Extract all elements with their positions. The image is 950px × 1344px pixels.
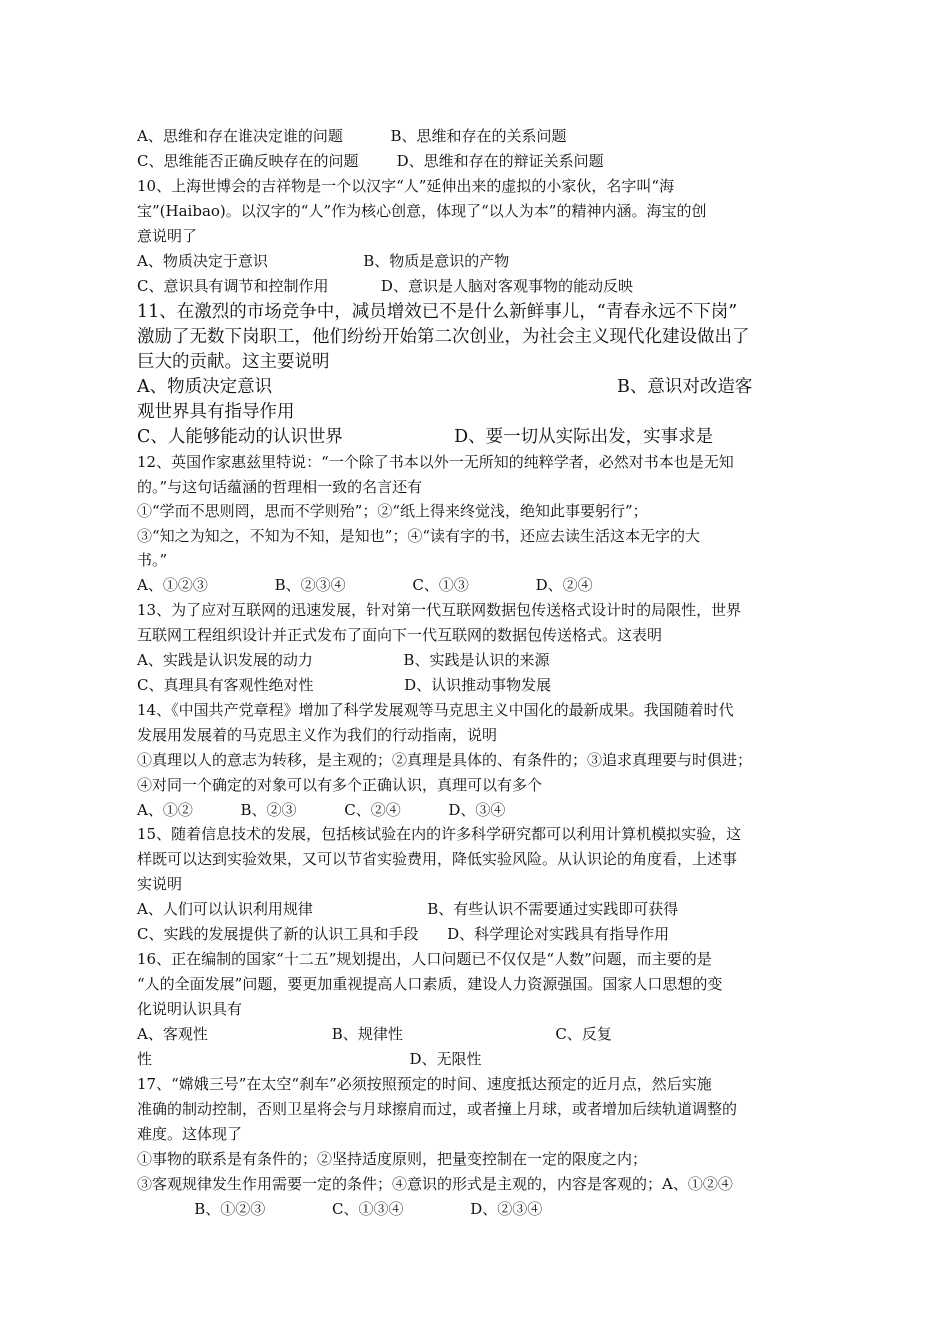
- q11-stem-line-1: 11、在激烈的市场竞争中，减员增效已不是什么新鲜事儿，“青春永远不下岗”: [137, 302, 738, 322]
- q14-stem-line-1: 14、《中国共产党章程》增加了科学发展观等马克思主义中国化的最新成果。我国随着时代: [137, 701, 734, 719]
- q16-stem-line-2: “人的全面发展”问题，要更加重视提高人口素质，建设人力资源强国。国家人口思想的变: [137, 975, 723, 993]
- q11-stem-line-2: 激励了无数下岗职工，他们纷纷开始第二次创业，为社会主义现代化建设做出了: [137, 327, 750, 347]
- q17-options: B、①②③ C、①③④ D、②③④: [137, 1200, 543, 1218]
- q12-options: A、①②③ B、②③④ C、①③ D、②④: [137, 576, 593, 594]
- q10-options-cd: C、意识具有调节和控制作用 D、意识是人脑对客观事物的能动反映: [137, 277, 633, 295]
- q12-items-line-1: ①“学而不思则罔，思而不学则殆”；②“纸上得来终觉浅，绝知此事要躬行”；: [137, 502, 648, 520]
- q16-options-c-cont-d: 性 D、无限性: [137, 1050, 482, 1068]
- q16-stem-line-3: 化说明认识具有: [137, 1000, 243, 1018]
- q17-items-line-1: ①事物的联系是有条件的；②坚持适度原则，把量变控制在一定的限度之内；: [137, 1150, 648, 1168]
- q12-stem-line-2: 的。”与这句话蕴涵的哲理相一致的名言还有: [137, 478, 423, 496]
- q17-stem-line-2: 准确的制动控制，否则卫星将会与月球擦肩而过，或者撞上月球，或者增加后续轨道调整的: [137, 1100, 738, 1118]
- q15-options-ab: A、人们可以认识利用规律 B、有些认识不需要通过实践即可获得: [137, 900, 679, 918]
- q14-items-line-2: ④对同一个确定的对象可以有多个正确认识，真理可以有多个: [137, 776, 543, 794]
- q13-options-ab: A、实践是认识发展的动力 B、实践是认识的来源: [137, 651, 550, 669]
- q13-options-cd: C、真理具有客观性绝对性 D、认识推动事物发展: [137, 676, 552, 694]
- q15-stem-line-1: 15、随着信息技术的发展，包括核试验在内的许多科学研究都可以利用计算机模拟实验，这: [137, 825, 742, 843]
- q12-items-line-2: ③“知之为知之，不知为不知，是知也”；④“读有字的书，还应去读生活这本无字的大: [137, 527, 701, 545]
- q14-items-line-1: ①真理以人的意志为转移，是主观的；②真理是具体的、有条件的；③追求真理要与时俱进；: [137, 751, 753, 769]
- q15-stem-line-2: 样既可以达到实验效果，又可以节省实验费用，降低实验风险。从认识论的角度看，上述事: [137, 850, 738, 868]
- q14-stem-line-2: 发展用发展着的马克思主义作为我们的行动指南，说明: [137, 726, 498, 744]
- q11-options-cd: C、人能够能动的认识世界 D、要一切从实际出发，实事求是: [137, 427, 714, 447]
- q11-options-ab: A、物质决定意识 B、意识对改造客: [137, 377, 753, 397]
- q14-options: A、①② B、②③ C、②④ D、③④: [137, 801, 506, 819]
- q9-options-ab: A、思维和存在谁决定谁的问题 B、思维和存在的关系问题: [137, 127, 567, 145]
- q15-stem-line-3: 实说明: [137, 875, 183, 893]
- q11-options-b-cont: 观世界具有指导作用: [137, 402, 295, 422]
- q11-stem-line-3: 巨大的贡献。这主要说明: [137, 352, 330, 372]
- q10-stem-line-1: 10、上海世博会的吉祥物是一个以汉字“人”延伸出来的虚拟的小家伙，名字叫“海: [137, 177, 675, 195]
- q17-stem-line-1: 17、“嫦娥三号”在太空“刹车”必须按照预定的时间、速度抵达预定的近月点，然后实施: [137, 1075, 712, 1093]
- q17-stem-line-3: 难度。这体现了: [137, 1125, 243, 1143]
- q12-items-line-3: 书。”: [137, 551, 168, 569]
- q10-options-ab: A、物质决定于意识 B、物质是意识的产物: [137, 252, 510, 270]
- q9-options-cd: C、思维能否正确反映存在的问题 D、思维和存在的辩证关系问题: [137, 152, 604, 170]
- q16-options-abc: A、客观性 B、规律性 C、反复: [137, 1025, 612, 1043]
- q17-items-line-2: ③客观规律发生作用需要一定的条件；④意识的形式是主观的，内容是客观的；A、①②④: [137, 1175, 733, 1193]
- q13-stem-line-2: 互联网工程组织设计并正式发布了面向下一代互联网的数据包传送格式。这表明: [137, 626, 663, 644]
- q15-options-cd: C、实践的发展提供了新的认识工具和手段 D、科学理论对实践具有指导作用: [137, 925, 670, 943]
- q10-stem-line-2: 宝”(Haibao)。以汉字的“人”作为核心创意，体现了“以人为本”的精神内涵。海宝的创: [137, 202, 707, 220]
- q13-stem-line-1: 13、为了应对互联网的迅速发展，针对第一代互联网数据包传送格式设计时的局限性，世界: [137, 601, 742, 619]
- q12-stem-line-1: 12、英国作家惠兹里特说：“一个除了书本以外一无所知的纯粹学者，必然对书本也是无知: [137, 453, 734, 471]
- q10-stem-line-3: 意说明了: [137, 227, 198, 245]
- q16-stem-line-1: 16、正在编制的国家“十二五”规划提出，人口问题已不仅仅是“人数”问题，而主要的是: [137, 950, 712, 968]
